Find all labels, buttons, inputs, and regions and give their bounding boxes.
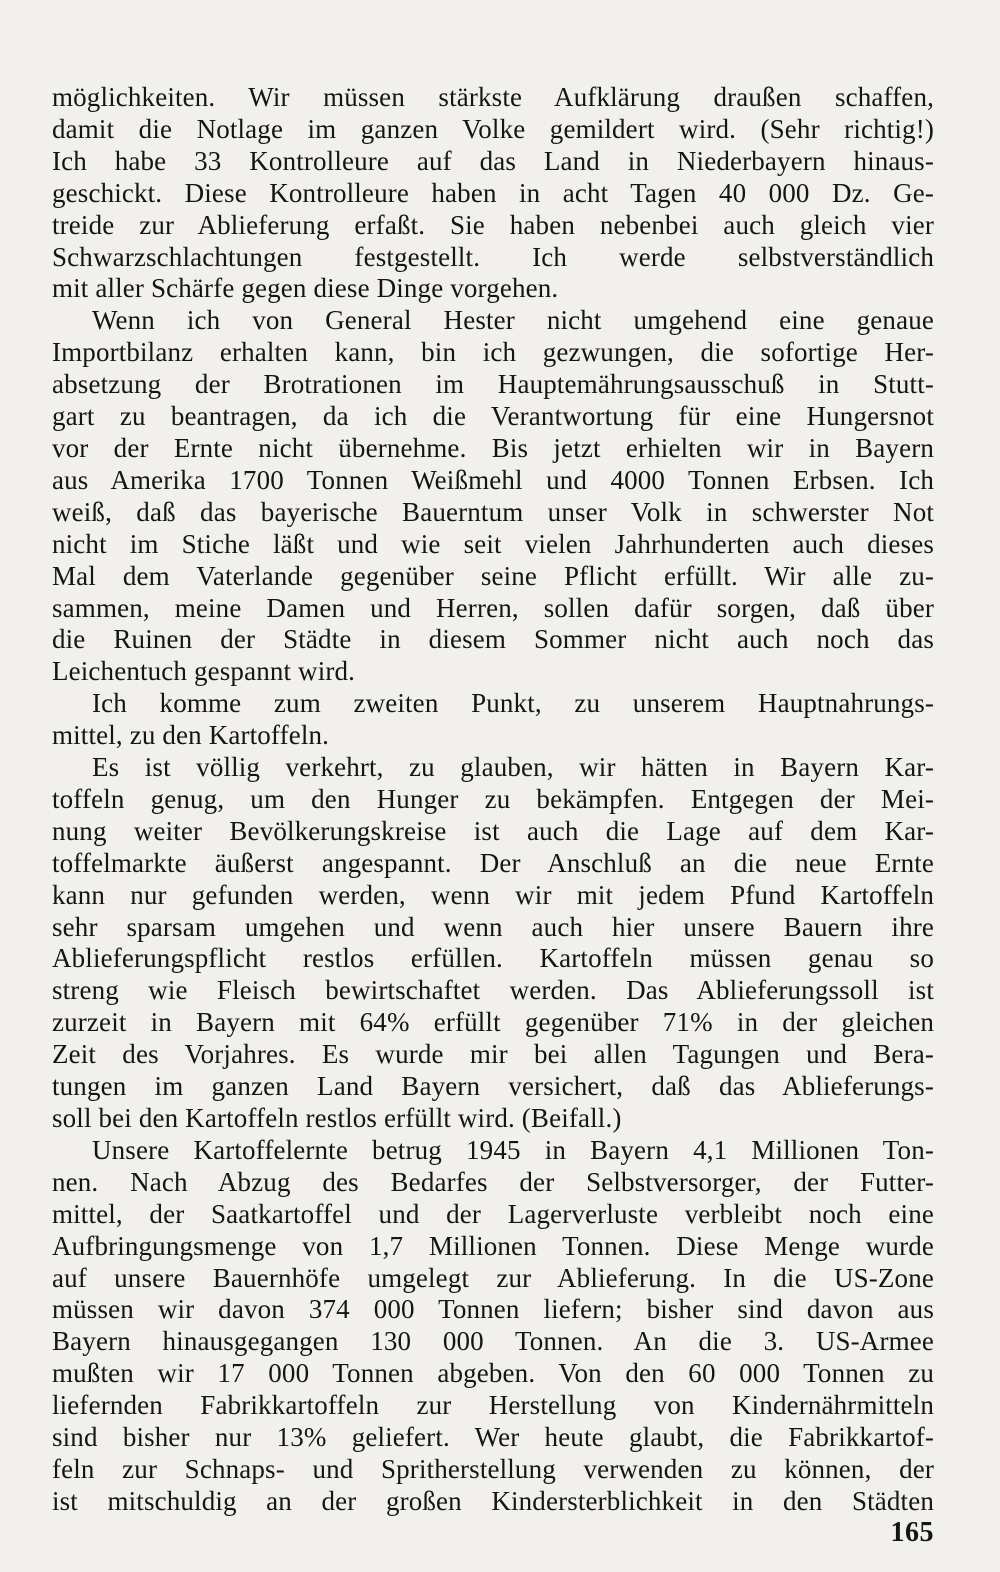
text-line: Zeit des Vorjahres. Es wurde mir bei allen Tagungen und Bera- — [52, 1039, 934, 1070]
text-line: Bayern hinausgegangen 130 000 Tonnen. An die 3. US-Armee — [52, 1326, 934, 1357]
text-line: Ablieferungspflicht restlos erfüllen. Kartoffeln müssen genau so — [52, 943, 934, 974]
text-line: geschickt. Diese Kontrolleure haben in acht Tagen 40 000 Dz. Ge- — [52, 177, 934, 208]
text-line: müssen wir davon 374 000 Tonnen liefern; bisher sind davon aus — [52, 1294, 934, 1325]
text-line: gart zu beantragen, da ich die Verantwortung für eine Hungersnot — [52, 401, 934, 432]
body-text — [52, 82, 934, 1518]
text-line: toffeln genug, um den Hunger zu bekämpfen. Entgegen der Mei- — [52, 783, 934, 814]
text-line: toffelmarkte äußerst angespannt. Der Anschluß an die neue Ernte — [52, 847, 934, 878]
text-line: zurzeit in Bayern mit 64% erfüllt gegenüber 71% in der gleichen — [52, 1007, 934, 1038]
text-line: nen. Nach Abzug des Bedarfes der Selbstversorger, der Futter- — [52, 1166, 934, 1197]
text-line: Aufbringungsmenge von 1,7 Millionen Tonnen. Diese Menge wurde — [52, 1230, 934, 1261]
text-line: Unsere Kartoffelernte betrug 1945 in Bayern 4,1 Millionen Ton- — [92, 1134, 934, 1165]
text-line: vor der Ernte nicht übernehme. Bis jetzt erhielten wir in Bayern — [52, 432, 934, 463]
text-line: mit aller Schärfe gegen diese Dinge vorgehen. — [52, 273, 559, 304]
text-line: nung weiter Bevölkerungskreise ist auch die Lage auf dem Kar- — [52, 815, 934, 846]
text-line: Ich habe 33 Kontrolleure auf das Land in Niederbayern hinaus- — [52, 145, 934, 176]
text-line: sehr sparsam umgehen und wenn auch hier unsere Bauern ihre — [52, 911, 934, 942]
text-line: nicht im Stiche läßt und wie seit vielen Jahrhunderten auch dieses — [52, 528, 934, 559]
text-line: weiß, daß das bayerische Bauerntum unser Volk in schwerster Not — [52, 496, 934, 527]
text-line: Importbilanz erhalten kann, bin ich gezwungen, die sofortige Her- — [52, 337, 934, 368]
text-line: die Ruinen der Städte in diesem Sommer nicht auch noch das — [52, 624, 934, 655]
text-line: Wenn ich von General Hester nicht umgehend eine genaue — [92, 305, 934, 336]
text-line: möglichkeiten. Wir müssen stärkste Aufklärung draußen schaffen, — [52, 82, 934, 112]
text-line: mußten wir 17 000 Tonnen abgeben. Von den 60 000 Tonnen zu — [52, 1358, 934, 1389]
text-line: aus Amerika 1700 Tonnen Weißmehl und 4000 Tonnen Erbsen. Ich — [52, 464, 934, 495]
text-line: mittel, der Saatkartoffel und der Lagerverluste verbleibt noch eine — [52, 1198, 934, 1229]
text-line: soll bei den Kartoffeln restlos erfüllt wird. (Beifall.) — [52, 1103, 622, 1133]
text-line: sind bisher nur 13% geliefert. Wer heute glaubt, die Fabrikkartof- — [52, 1422, 934, 1453]
text-line: streng wie Fleisch bewirtschaftet werden. Das Ablieferungssoll ist — [52, 975, 934, 1006]
text-line: absetzung der Brotrationen im Hauptemährungsausschuß in Stutt- — [52, 369, 934, 400]
text-line: Es ist völlig verkehrt, zu glauben, wir hätten in Bayern Kar- — [92, 752, 934, 783]
text-line: kann nur gefunden werden, wenn wir mit jedem Pfund Kartoffeln — [52, 879, 934, 910]
text-line: Mal dem Vaterlande gegenüber seine Pflicht erfüllt. Wir alle zu- — [52, 560, 934, 591]
text-line: feln zur Schnaps- und Spritherstellung verwenden zu können, der — [52, 1453, 934, 1484]
text-line: Schwarzschlachtungen festgestellt. Ich werde selbstverständlich — [52, 241, 934, 272]
text-line: tungen im ganzen Land Bayern versichert, daß das Ablieferungs- — [52, 1071, 934, 1102]
page-number: 165 — [890, 1517, 934, 1548]
text-line: ist mitschuldig an der großen Kindersterblichkeit in den Städten — [52, 1485, 934, 1516]
text-line: damit die Notlage im ganzen Volke gemildert wird. (Sehr richtig!) — [52, 113, 934, 144]
text-line: Leichentuch gespannt wird. — [52, 656, 356, 687]
text-line: treide zur Ablieferung erfaßt. Sie haben nebenbei auch gleich vier — [52, 209, 934, 240]
text-line: mittel, zu den Kartoffeln. — [52, 720, 330, 751]
text-line: auf unsere Bauernhöfe umgelegt zur Ablieferung. In die US-Zone — [52, 1262, 934, 1293]
text-line: sammen, meine Damen und Herren, sollen dafür sorgen, daß über — [52, 592, 934, 623]
text-line: liefernden Fabrikkartoffeln zur Herstellung von Kindernährmitteln — [52, 1390, 934, 1421]
text-line: Ich komme zum zweiten Punkt, zu unserem Hauptnahrungs- — [92, 688, 934, 719]
